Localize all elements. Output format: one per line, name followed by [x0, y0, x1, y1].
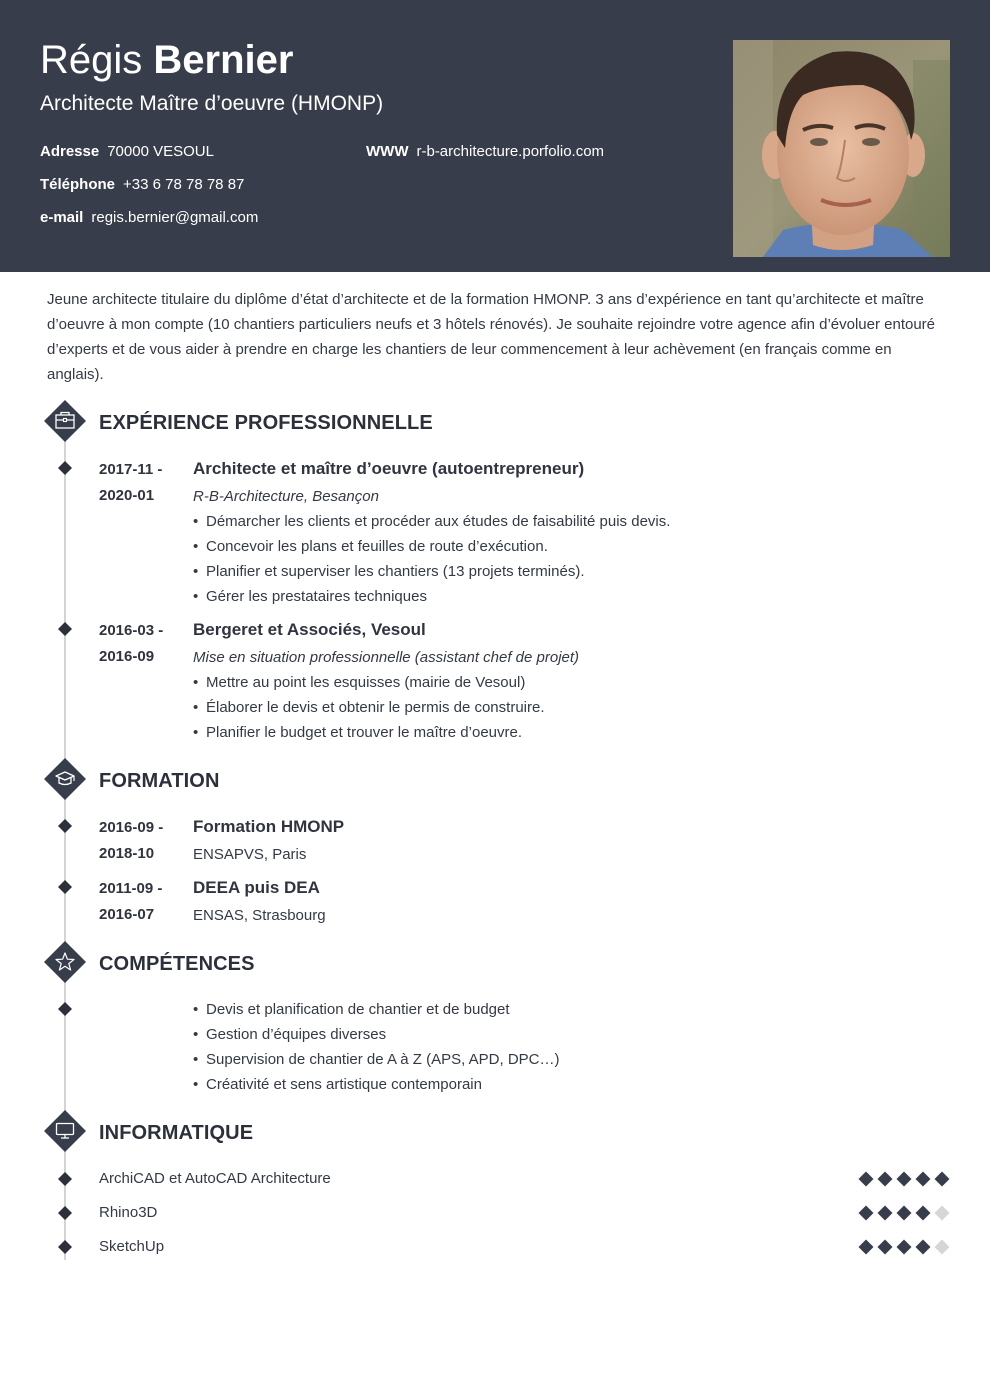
- rating-diamond-filled-icon: [896, 1205, 912, 1221]
- contact-label: Téléphone: [40, 176, 116, 193]
- graduation-cap-icon: [44, 758, 86, 800]
- degree-title: Formation HMONP: [193, 817, 345, 836]
- skill-rating: [858, 1171, 952, 1187]
- rating-diamond-filled-icon: [858, 1171, 874, 1187]
- school: ENSAPVS, Paris: [193, 846, 307, 863]
- rating-diamond-filled-icon: [896, 1171, 912, 1187]
- contact-email: [40, 208, 258, 228]
- section-title-experience: EXPÉRIENCE PROFESSIONNELLE: [99, 412, 433, 434]
- date-start: 2017-11 -: [99, 461, 163, 478]
- company: R-B-Architecture, Besançon: [193, 488, 379, 505]
- list-item: • Démarcher les clients et procéder aux études de faisabilité puis devis.: [193, 513, 671, 530]
- contact-website: [366, 142, 604, 162]
- job-title: Architecte Maître d’oeuvre (HMONP): [40, 92, 384, 115]
- degree-title: DEEA puis DEA: [193, 878, 320, 897]
- last-name: Bernier: [153, 38, 294, 82]
- list-item: • Planifier le budget et trouver le maître d’oeuvre.: [193, 724, 523, 741]
- list-item: • Planifier et superviser les chantiers (13 projets terminés).: [193, 563, 585, 580]
- date-end: 2016-09: [99, 648, 155, 665]
- rating-diamond-filled-icon: [915, 1171, 931, 1187]
- job-title-entry: Bergeret et Associés, Vesoul: [193, 620, 426, 639]
- timeline-dot: [58, 819, 72, 833]
- first-name: Régis: [40, 38, 143, 82]
- date-start: 2016-09 -: [99, 819, 164, 836]
- contact-label: e-mail: [40, 209, 84, 226]
- rating-diamond-filled-icon: [896, 1239, 912, 1255]
- timeline-dot: [58, 1206, 72, 1220]
- timeline-dot: [58, 461, 72, 475]
- school: ENSAS, Strasbourg: [193, 907, 326, 924]
- contact-value: +33 6 78 78 78 87: [123, 176, 245, 193]
- software-name: SketchUp: [99, 1238, 165, 1255]
- contact-phone: [40, 175, 244, 195]
- rating-diamond-filled-icon: [915, 1205, 931, 1221]
- list-item: • Concevoir les plans et feuilles de route d’exécution.: [193, 538, 548, 555]
- contact-value[interactable]: r-b-architecture.porfolio.com: [416, 143, 605, 160]
- skill-item: • Gestion d’équipes diverses: [193, 1026, 387, 1043]
- section-title-skills: COMPÉTENCES: [99, 953, 255, 975]
- rating-diamond-filled-icon: [915, 1239, 931, 1255]
- timeline-dot: [58, 622, 72, 636]
- briefcase-icon: [44, 400, 86, 442]
- skill-rating: [858, 1205, 952, 1221]
- section-title-education: FORMATION: [99, 770, 220, 792]
- rating-diamond-filled-icon: [877, 1239, 893, 1255]
- date-end: 2016-07: [99, 906, 155, 923]
- date-end: 2020-01: [99, 487, 155, 504]
- software-name: ArchiCAD et AutoCAD Architecture: [99, 1170, 331, 1187]
- contact-value: 70000 VESOUL: [107, 143, 214, 160]
- resume-header: [0, 0, 990, 272]
- timeline-dot: [58, 1172, 72, 1186]
- star-icon: [44, 941, 86, 983]
- list-item: • Mettre au point les esquisses (mairie de Vesoul): [193, 674, 526, 691]
- skill-rating: [858, 1239, 952, 1255]
- date-start: 2011-09 -: [99, 880, 163, 897]
- candidate-name: [40, 36, 293, 84]
- skill-item: • Supervision de chantier de A à Z (APS, APD, DPC…): [193, 1051, 560, 1068]
- date-end: 2018-10: [99, 845, 155, 862]
- list-item: • Gérer les prestataires techniques: [193, 588, 427, 605]
- software-name: Rhino3D: [99, 1204, 158, 1221]
- contact-label: Adresse: [40, 143, 100, 160]
- profile-summary: Jeune architecte titulaire du diplôme d’état d’architecte et de la formation HMONP. 3 ans d’expérience en tant qu’architecte et maître d’oeuvre à mon compte (10 chantiers particuliers neufs et 3 hôtels rénovés). Je souhaite rejoindre votre agence afin d’évoluer entouré d’experts et de vous aider à prendre en charge les chantiers de leur commencement à leur achèvement (en français comme en anglais).: [47, 291, 936, 383]
- timeline-dot: [58, 1002, 72, 1016]
- skill-item: • Devis et planification de chantier et de budget: [193, 1001, 510, 1018]
- company: Mise en situation professionnelle (assistant chef de projet): [193, 649, 580, 666]
- contact-address: [40, 142, 214, 162]
- section-title-software: INFORMATIQUE: [99, 1122, 254, 1144]
- rating-diamond-empty-icon: [934, 1205, 950, 1221]
- date-start: 2016-03 -: [99, 622, 164, 639]
- monitor-icon: [44, 1110, 86, 1152]
- list-item: • Élaborer le devis et obtenir le permis de construire.: [193, 699, 545, 716]
- rating-diamond-filled-icon: [934, 1171, 950, 1187]
- rating-diamond-filled-icon: [858, 1205, 874, 1221]
- skill-item: • Créativité et sens artistique contemporain: [193, 1076, 482, 1093]
- timeline-dot: [58, 880, 72, 894]
- contact-label: WWW: [366, 143, 409, 160]
- timeline-dot: [58, 1240, 72, 1254]
- rating-diamond-filled-icon: [858, 1239, 874, 1255]
- rating-diamond-empty-icon: [934, 1239, 950, 1255]
- profile-photo: [733, 40, 950, 257]
- rating-diamond-filled-icon: [877, 1205, 893, 1221]
- contact-value[interactable]: regis.bernier@gmail.com: [91, 209, 259, 226]
- rating-diamond-filled-icon: [877, 1171, 893, 1187]
- job-title-entry: Architecte et maître d’oeuvre (autoentrepreneur): [193, 459, 585, 478]
